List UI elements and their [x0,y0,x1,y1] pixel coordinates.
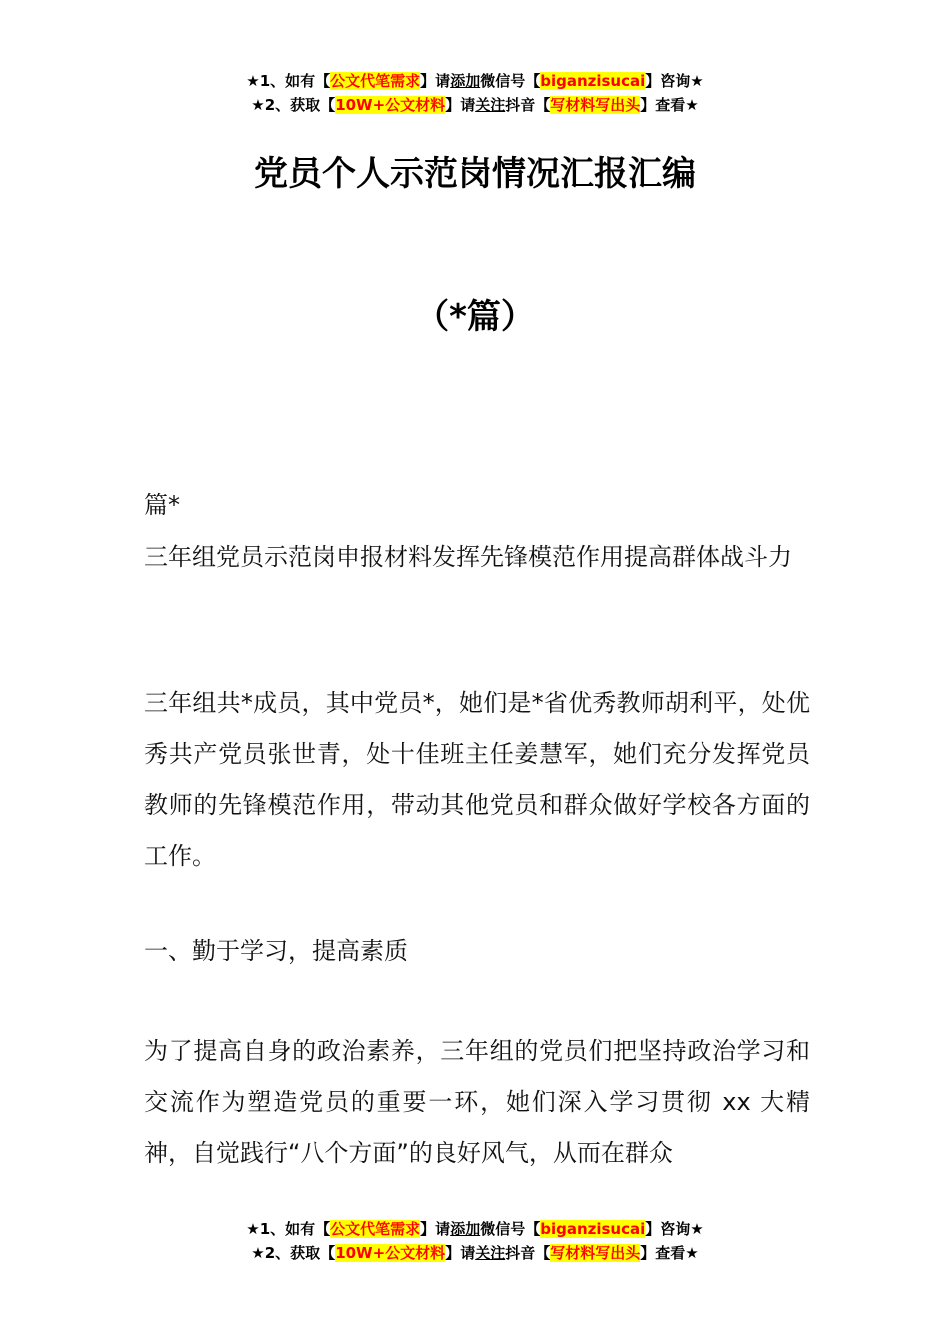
banner-text: 微信号【 [480,1220,541,1238]
paragraph-1: 三年组共*成员，其中党员*，她们是*省优秀教师胡利平，处优秀共产党员张世青，处十佳班主任姜慧军，她们充分发挥党员教师的先锋模范作用，带动其他党员和群众做好学校各方面的工作。 [144,689,810,870]
banner-highlight: 写材料写出头 [550,1244,641,1262]
document-title: 党员个人示范岗情况汇报汇编 [254,154,696,194]
banner-highlight: 公文代笔需求 [330,1220,421,1238]
banner-text: 微信号【 [480,72,541,90]
banner-highlight: biganzisucai [540,72,646,90]
banner-text: ★2、获取【 [251,96,336,114]
paragraph-2: 为了提高自身的政治素养，三年组的党员们把坚持政治学习和交流作为塑造党员的重要一环，她们深入学习贯彻 xx 大精神，自觉践行“八个方面”的良好风气，从而在群众 [144,1037,810,1167]
banner-underline: 关注 [475,96,506,114]
footer-banner [0,1217,950,1265]
banner-highlight: 10W+公文材料 [335,1244,446,1262]
banner-text: ★1、如有【 [246,72,331,90]
banner-underline: 添加 [450,1220,481,1238]
document-subtitle: （*篇） [415,297,535,337]
banner-highlight: biganzisucai [540,1220,646,1238]
banner-highlight: 10W+公文材料 [335,96,446,114]
banner-line-2 [0,93,950,117]
heading-1: 一、勤于学习，提高素质 [144,937,408,965]
banner-line-1 [0,69,950,93]
banner-text: 抖音【 [505,1244,551,1262]
banner-text: ★2、获取【 [251,1244,336,1262]
header-banner [0,69,950,117]
article-title: 三年组党员示范岗申报材料发挥先锋模范作用提高群体战斗力 [144,543,792,571]
banner-text: 】咨询★ [645,1220,704,1238]
banner-line-2 [0,1241,950,1265]
banner-highlight: 写材料写出头 [550,96,641,114]
banner-text: 】查看★ [640,96,699,114]
banner-text: 】请 [420,1220,451,1238]
banner-text: 】请 [420,72,451,90]
banner-highlight: 公文代笔需求 [330,72,421,90]
section-label: 篇* [144,491,180,519]
banner-underline: 关注 [475,1244,506,1262]
banner-text: 】查看★ [640,1244,699,1262]
banner-text: 】请 [445,96,476,114]
banner-text: 】请 [445,1244,476,1262]
banner-underline: 添加 [450,72,481,90]
banner-text: 抖音【 [505,96,551,114]
banner-line-1 [0,1217,950,1241]
banner-text: ★1、如有【 [246,1220,331,1238]
banner-text: 】咨询★ [645,72,704,90]
